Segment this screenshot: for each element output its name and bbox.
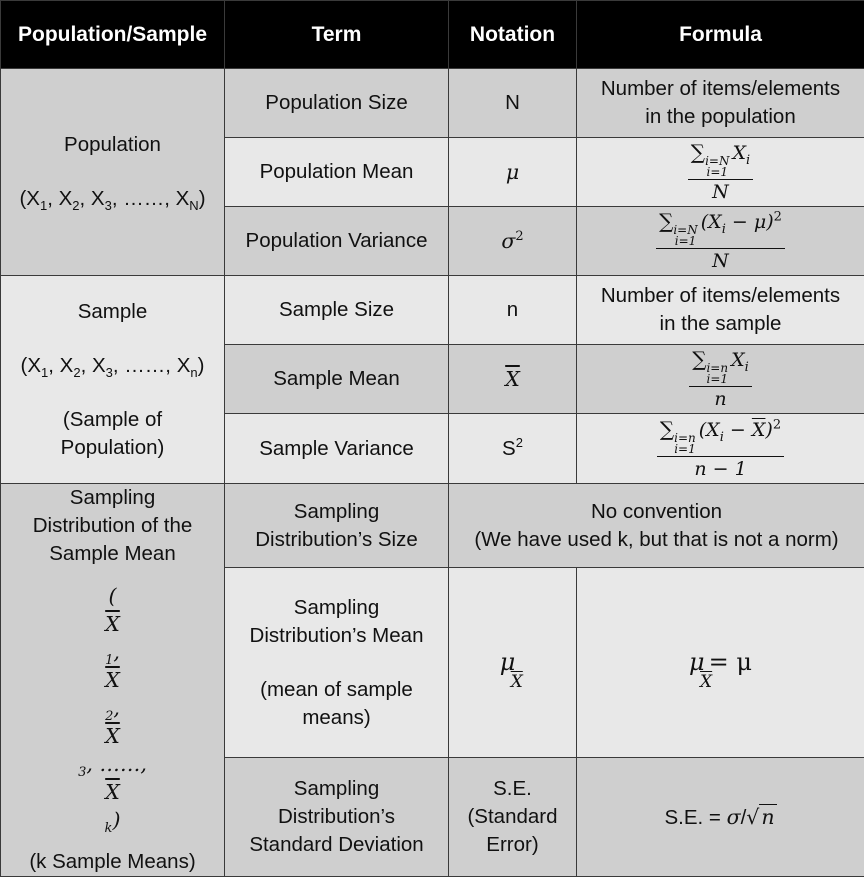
formula-sample-mean: ∑ i=n i=1 $X_i$ n bbox=[577, 345, 864, 414]
sampling-group-cell bbox=[1, 484, 225, 877]
formula-population-mean: ∑ i=N i=1 $X_i$ N bbox=[577, 138, 864, 207]
term-sample-variance: Sample Variance bbox=[225, 414, 449, 484]
sample-group-cell bbox=[1, 276, 225, 484]
formula-population-size: Number of items/elements in the population bbox=[577, 69, 864, 138]
notation-population-size: N bbox=[449, 69, 577, 138]
term-sampling-mean: Sampling Distribution’s Mean (mean of sample means) bbox=[225, 568, 449, 758]
formula-sampling-size: No convention (We have used k, but that is not a norm) bbox=[449, 484, 864, 568]
population-set: ($X_1$, $X_2$, $X_3$, ……, $X_N$) bbox=[19, 187, 205, 210]
formula-sampling-mean: μ $\overline{X}$ = μ bbox=[577, 568, 864, 758]
term-sample-mean: Sample Mean bbox=[225, 345, 449, 414]
header-term: Term bbox=[225, 1, 449, 69]
term-population-size: Population Size bbox=[225, 69, 449, 138]
sampling-set: ( $\overline{X}$ $_1$, $\overline{X}$ $_2$, $\overline{X}$ $_3$, ……, $\overline{X}$ $_k$) bbox=[5, 582, 220, 834]
term-population-variance: Population Variance bbox=[225, 207, 449, 276]
notation-sample-size: n bbox=[449, 276, 577, 345]
term-sampling-sd: Sampling Distribution’s Standard Deviation bbox=[225, 758, 449, 877]
formula-sampling-sd: S.E. = σ/√n bbox=[577, 758, 864, 877]
notation-sampling-mean: μ $\overline{X}$ bbox=[449, 568, 577, 758]
notation-population-variance: $\sigma^2$ bbox=[449, 207, 577, 276]
table-row bbox=[1, 69, 864, 138]
notation-population-mean: μ bbox=[449, 138, 577, 207]
term-sample-size: Sample Size bbox=[225, 276, 449, 345]
notation-sampling-sd: S.E. (Standard Error) bbox=[449, 758, 577, 877]
sampling-note: (k Sample Means) bbox=[5, 848, 220, 876]
sample-note: (Sample of Population) bbox=[5, 406, 220, 462]
term-sampling-size: Sampling Distribution’s Size bbox=[225, 484, 449, 568]
sample-set: ($X_1$, $X_2$, $X_3$, ……, $X_n$) bbox=[21, 354, 205, 377]
table-row bbox=[1, 484, 864, 568]
formula-sample-size: Number of items/elements in the sample bbox=[577, 276, 864, 345]
sample-label: Sample bbox=[78, 300, 148, 323]
header-row bbox=[1, 1, 864, 69]
population-group-cell bbox=[1, 69, 225, 276]
notation-sample-variance: $S^2$ bbox=[449, 414, 577, 484]
notation-sample-mean: $\overline{X}$ bbox=[449, 345, 577, 414]
header-notation: Notation bbox=[449, 1, 577, 69]
header-population-sample: Population/Sample bbox=[1, 1, 225, 69]
table-row bbox=[1, 276, 864, 345]
header-formula: Formula bbox=[577, 1, 864, 69]
formula-sample-variance: ∑ i=n i=1 $(X_i - \overline{X})^2$ n − 1 bbox=[577, 414, 864, 484]
population-label: Population bbox=[64, 133, 161, 156]
formula-population-variance: ∑ i=N i=1 $(X_i - \mu)^2$ N bbox=[577, 207, 864, 276]
term-population-mean: Population Mean bbox=[225, 138, 449, 207]
sampling-label: Sampling Distribution of the Sample Mean bbox=[5, 484, 220, 568]
